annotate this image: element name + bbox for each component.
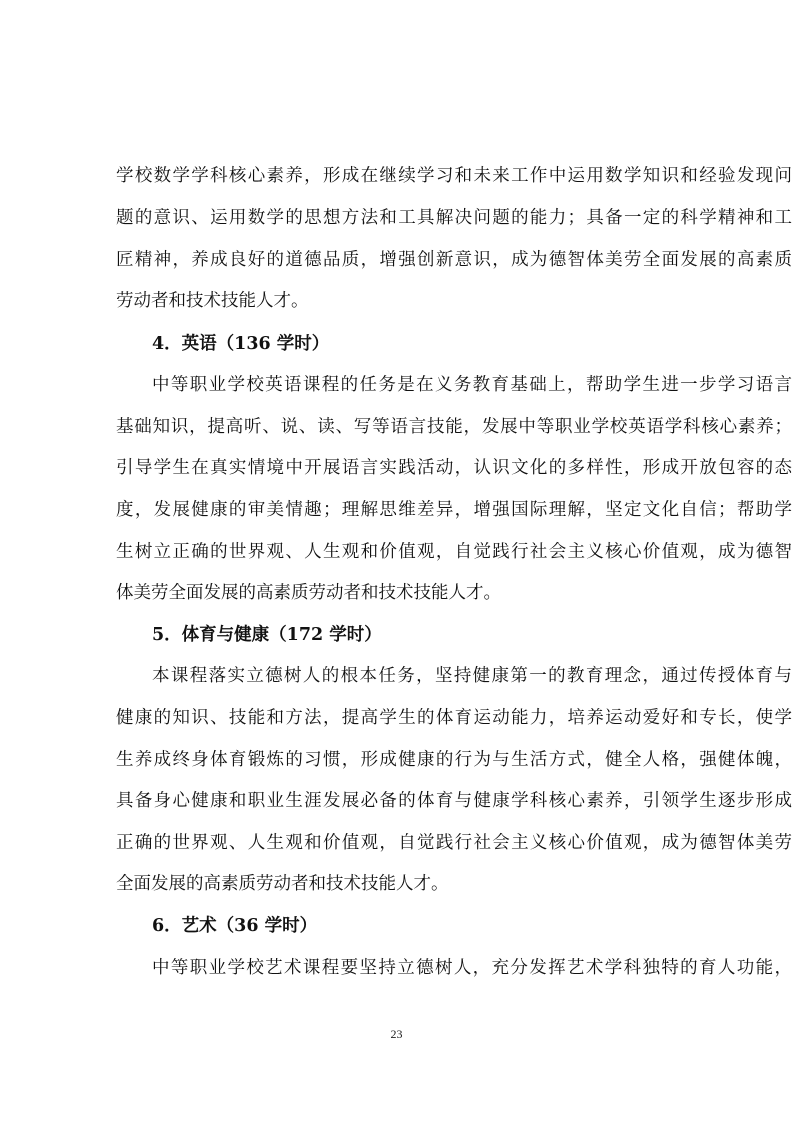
paragraph-line: 体美劳全面发展的高素质劳动者和技术技能人才。 bbox=[116, 583, 501, 603]
paragraph-line: 引导学生在真实情境中开展语言实践活动，认识文化的多样性，形成开放包容的态 bbox=[116, 458, 792, 478]
paragraph-line: 劳动者和技术技能人才。 bbox=[116, 291, 309, 311]
paragraph-line: 中等职业学校英语课程的任务是在义务教育基础上，帮助学生进一步学习语言 bbox=[152, 375, 792, 395]
paragraph-line: 生养成终身体育锻炼的习惯，形成健康的行为与生活方式，健全人格，强健体魄， bbox=[116, 750, 792, 770]
paragraph-line: 题的意识、运用数学的思想方法和工具解决问题的能力；具备一定的科学精神和工 bbox=[116, 208, 792, 228]
section-heading-art: 6．艺术（36 学时） bbox=[152, 916, 318, 936]
paragraph-line: 正确的世界观、人生观和价值观，自觉践行社会主义核心价值观，成为德智体美劳 bbox=[116, 833, 792, 853]
paragraph-line: 度，发展健康的审美情趣；理解思维差异，增强国际理解，坚定文化自信；帮助学 bbox=[116, 500, 792, 520]
paragraph-line: 基础知识，提高听、说、读、写等语言技能，发展中等职业学校英语学科核心素养； bbox=[116, 417, 792, 437]
paragraph-line: 中等职业学校艺术课程要坚持立德树人，充分发挥艺术学科独特的育人功能， bbox=[152, 958, 792, 978]
paragraph-line: 生树立正确的世界观、人生观和价值观，自觉践行社会主义核心价值观，成为德智 bbox=[116, 542, 792, 562]
paragraph-line: 全面发展的高素质劳动者和技术技能人才。 bbox=[116, 874, 449, 894]
paragraph-line: 匠精神，养成良好的道德品质，增强创新意识，成为德智体美劳全面发展的高素质 bbox=[116, 250, 792, 270]
paragraph-line: 本课程落实立德树人的根本任务，坚持健康第一的教育理念，通过传授体育与 bbox=[152, 666, 792, 686]
paragraph-line: 具备身心健康和职业生涯发展必备的体育与健康学科核心素养，引领学生逐步形成 bbox=[116, 791, 792, 811]
section-heading-pe: 5．体育与健康（172 学时） bbox=[152, 625, 382, 645]
paragraph-line: 健康的知识、技能和方法，提高学生的体育运动能力，培养运动爱好和专长，使学 bbox=[116, 708, 792, 728]
section-heading-english: 4．英语（136 学时） bbox=[152, 334, 330, 354]
paragraph-line: 学校数学学科核心素养，形成在继续学习和未来工作中运用数学知识和经验发现问 bbox=[116, 166, 792, 186]
page-number: 23 bbox=[390, 1027, 403, 1041]
